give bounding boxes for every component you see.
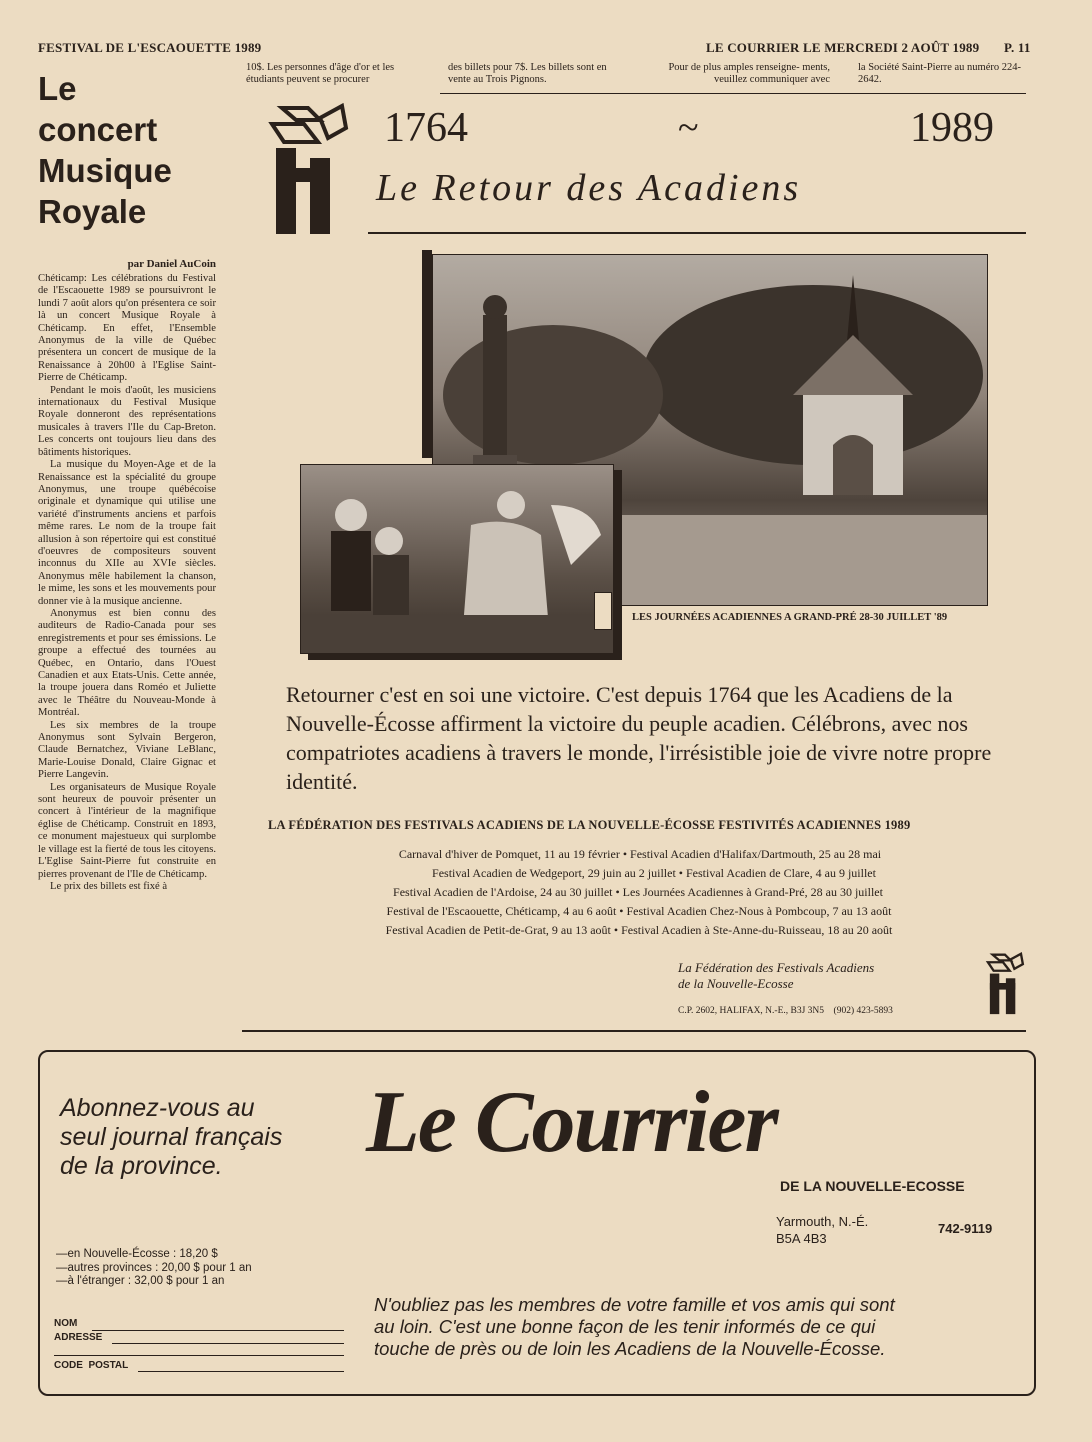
reminder-line-3: touche de près ou de loin les Acadiens de la Nouvelle-Écosse.	[374, 1338, 886, 1359]
name-label: NOM	[54, 1318, 78, 1329]
address-city: Yarmouth, N.-É.	[776, 1214, 869, 1229]
address-postcode: B5A 4B3	[776, 1231, 827, 1246]
brand-address	[776, 1213, 868, 1247]
signature-line-1: La Fédération des Festivals Acadiens	[678, 960, 875, 975]
reminder-line-2: au loin. C'est une bonne façon de les tenir informés de ce qui	[374, 1316, 876, 1337]
title-line-4: Royale	[38, 193, 147, 230]
name-field[interactable]	[92, 1330, 344, 1331]
event-row: Festival de l'Escaouette, Chéticamp, 4 au 6 août • Festival Acadien Chez-Nous à Pombcoup, 7 au 13 août	[386, 904, 892, 918]
top-note-2: des billets pour 7$. Les billets sont en vente au Trois Pignons.	[448, 62, 607, 85]
musicians-image	[301, 465, 613, 653]
address-label: ADRESSE	[54, 1332, 103, 1343]
event-row: Festival Acadien de Wedgeport, 29 juin au 2 juillet • Festival Acadien de Clare, 4 au 9 juillet	[432, 866, 876, 880]
year-start: 1764	[384, 105, 468, 151]
article-title	[38, 68, 238, 232]
photo-caption: LES JOURNÉES ACADIENNES A GRAND-PRÉ 28-30 JUILLET '89	[632, 612, 948, 623]
federation-title: LA FÉDÉRATION DES FESTIVALS ACADIENS DE LA NOUVELLE-ÉCOSSE FESTIVITÉS ACADIENNES 1989	[268, 818, 911, 832]
acadian-house-logo	[262, 98, 350, 238]
subscription-slogan	[60, 1094, 282, 1181]
top-note-1: 10$. Les personnes d'âge d'or et les étudiants peuvent se procurer	[246, 62, 395, 85]
year-end: 1989	[910, 105, 994, 151]
section-rule	[242, 1030, 1026, 1032]
postal-code-label: CODE POSTAL	[54, 1360, 129, 1371]
brand-logo: Le Courrier	[366, 1074, 777, 1171]
photo-shadow	[422, 250, 432, 458]
federation-signature	[678, 960, 874, 992]
price-list	[56, 1248, 252, 1289]
article-paragraph: Anonymus est bien connu des auditeurs de Radio-Canada pour ses enregistrements et pour ses émissions. Le groupe a effectué des tournées au Québec, en Ontario, dans l'Ouest Canadien et aux Etats-Unis. Cette année, la troupe jouera dans Roméo et Juliette avec le Théâtre du Nouveau-Monde à Montréal.	[38, 607, 216, 719]
address-field-line-2[interactable]	[54, 1355, 344, 1356]
article-paragraph: Le prix des billets est fixé à	[50, 880, 168, 892]
brand-subtitle: DE LA NOUVELLE-ECOSSE	[780, 1178, 965, 1194]
article-paragraph: La musique du Moyen-Age et de la Renaissance est la spécialité du groupe Anonymus, une troupe québécoise originale et dynamique qui utilise une variété d'instruments anciens et parfois même rares. Le nom de la troupe fait allusion à son répertoire qui est constitué d'oeuvres de compositeurs souvent inconnus du XIIe au XVIe siècles. Anonymus mêle habilement la chanson, le mime, les sons et les mouvements pour donner vie à la musique ancienne.	[38, 459, 216, 607]
banner-subtitle: Le Retour des Acadiens	[376, 167, 802, 209]
reminder-line-1: N'oubliez pas les membres de votre famille et vos amis qui sont	[374, 1294, 895, 1315]
price-item: —autres provinces : 20,00 $ pour 1 an	[56, 1261, 252, 1274]
top-note-3: Pour de plus amples renseigne- ments, veuillez communiquer avec	[668, 62, 830, 85]
title-line-2: concert	[38, 111, 158, 148]
message-text: Retourner c'est en soi une victoire. C'est depuis 1764 que les Acadiens de la Nouvelle-Écosse affirment la victoire du peuple acadien. Célébrons, avec nos compatriotes acadiens à travers le monde, l'irrésistible joie de vivre notre propre identité.	[286, 682, 992, 794]
federation-address: C.P. 2602, HALIFAX, N.-E., B3J 3N5 (902) 423-5893	[678, 1006, 893, 1016]
byline: par Daniel AuCoin	[127, 258, 216, 270]
banner-rule	[368, 232, 1026, 234]
article-paragraph: Les six membres de la troupe Anonymus sont Sylvain Bergeron, Claude Bernatchez, Viviane LeBlanc, Marie-Louise Donald, Claire Gignac et Pierre Langevin.	[38, 719, 216, 781]
title-line-1: Le	[38, 70, 77, 107]
postal-code-field[interactable]	[138, 1371, 344, 1372]
section-header: FESTIVAL DE L'ESCAOUETTE 1989	[38, 40, 262, 55]
musicians-photo	[300, 464, 614, 654]
top-note-4: la Société Saint-Pierre au numéro 224-2642.	[858, 62, 1021, 85]
signature-line-2: de la Nouvelle-Ecosse	[678, 976, 794, 991]
slogan-line-2: seul journal français	[60, 1123, 283, 1151]
slogan-line-3: de la province.	[60, 1152, 223, 1180]
event-row: Carnaval d'hiver de Pomquet, 11 au 19 février • Festival Acadien d'Halifax/Dartmouth, 25 au 28 mai	[398, 847, 882, 861]
year-dash: ~	[678, 107, 699, 149]
address-field[interactable]	[112, 1343, 344, 1344]
inset-portrait	[594, 592, 612, 630]
event-row: Festival Acadien de l'Ardoise, 24 au 30 juillet • Les Journées Acadiennes à Grand-Pré, 28 au 30 juillet	[393, 885, 883, 899]
brand-phone: 742-9119	[938, 1221, 993, 1236]
top-rule	[440, 93, 1026, 94]
page-number: P. 11	[1004, 40, 1031, 55]
slogan-line-1: Abonnez-vous au	[60, 1094, 255, 1122]
article-paragraph: Les organisateurs de Musique Royale sont heureux de pouvoir présenter un concert à l'intérieur de la magnifique église de Chéticamp. Construit en 1893, ce monument majestueux qui surplombe le village est la fierté de tous les citoyens. L'Eglise Saint-Pierre fut construite en pierres provenant de l'Ile de Chéticamp.	[38, 781, 216, 880]
acadian-house-logo-small	[982, 950, 1026, 1016]
article-paragraph: Chéticamp: Les célébrations du Festival de l'Escaouette 1989 se poursuivront le lundi 7 août alors qu'on présentera ce soir là un concert Musique Royale à Chéticamp. En effet, l'Ensemble Anonymus de la ville de Québec présentera un concert de musique de la Renaissance à 20h00 à l'Eglise Saint-Pierre de Chéticamp.	[38, 273, 216, 384]
price-item: —en Nouvelle-Écosse : 18,20 $	[56, 1248, 218, 1260]
subscription-reminder	[374, 1294, 895, 1360]
title-line-3: Musique	[38, 152, 172, 189]
article-paragraph: Pendant le mois d'août, les musiciens internationaux du Festival Musique Royale donneront des représentations musicales à travers l'Ile du Cap-Breton. Les concerts ont toujours lieu dans des bâtiments historiques.	[38, 384, 216, 458]
event-row: Festival Acadien de Petit-de-Grat, 9 au 13 août • Festival Acadien à Ste-Anne-du-Ruisseau, 18 au 20 août	[385, 923, 893, 937]
paper-date: LE COURRIER LE MERCREDI 2 AOÛT 1989	[706, 40, 980, 55]
price-item: —à l'étranger : 32,00 $ pour 1 an	[56, 1275, 225, 1287]
